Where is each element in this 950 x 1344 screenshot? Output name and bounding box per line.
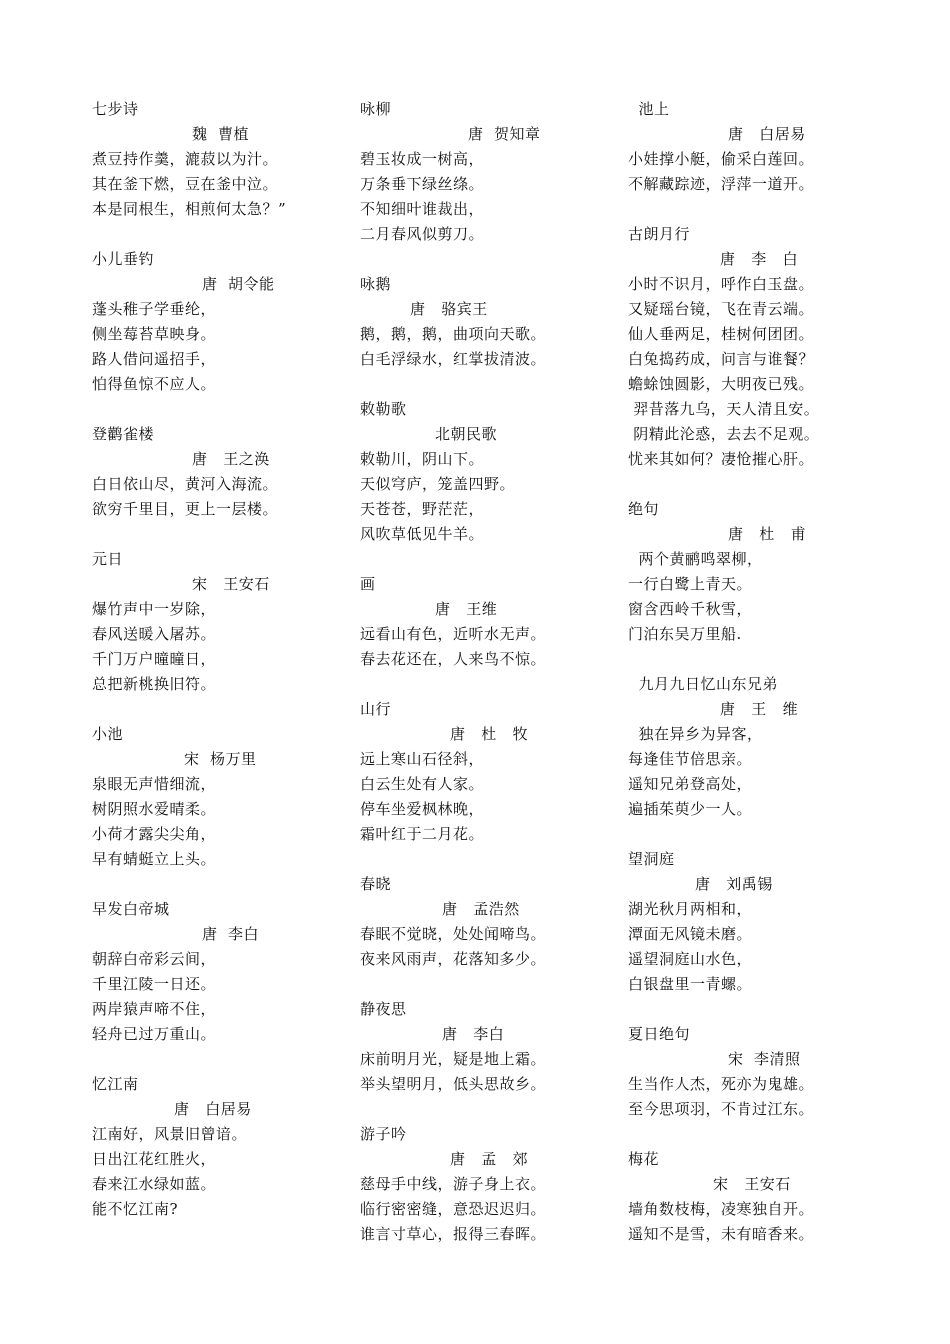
poem-line: 床前明月光，疑是地上霜。 bbox=[360, 1050, 547, 1068]
poem-line: 两个黄鹂鸣翠柳， bbox=[628, 550, 763, 568]
poem-line: 其在釜下燃，豆在釜中泣。 bbox=[92, 175, 279, 193]
poem bbox=[628, 222, 878, 472]
poem-title: 绝句 bbox=[628, 500, 660, 518]
poem-line: 湖光秋月两相和， bbox=[628, 900, 753, 918]
poem-author: 唐 王维 bbox=[435, 600, 498, 618]
poem-spacer bbox=[628, 472, 878, 497]
poem-title: 古朗月行 bbox=[628, 225, 691, 243]
poem-line: 生当作人杰，死亦为鬼雄。 bbox=[628, 1075, 815, 1093]
poem-line: 遥知不是雪，未有暗香来。 bbox=[628, 1225, 815, 1243]
poem-title: 游子吟 bbox=[360, 1125, 407, 1143]
poem-title: 春晓 bbox=[360, 875, 392, 893]
poem-author: 唐 白居易 bbox=[174, 1100, 252, 1118]
poem bbox=[628, 847, 878, 997]
poem-author: 唐 杜 牧 bbox=[450, 725, 529, 743]
poem bbox=[92, 722, 342, 872]
poem-line: 仙人垂两足，桂树何团团。 bbox=[628, 325, 815, 343]
poem bbox=[360, 97, 610, 247]
poem-line: 敕勒川，阴山下。 bbox=[360, 450, 485, 468]
poem-line: 远看山有色，近听水无声。 bbox=[360, 625, 547, 643]
poem-author: 唐 白居易 bbox=[728, 125, 806, 143]
poem-line: 朝辞白帝彩云间， bbox=[92, 950, 217, 968]
poem-line: 天似穹庐，笼盖四野。 bbox=[360, 475, 516, 493]
poem-author: 唐 骆宾王 bbox=[410, 300, 488, 318]
poem-line: 春风送暖入屠苏。 bbox=[92, 625, 217, 643]
poem-spacer bbox=[628, 647, 878, 672]
poem-line: 霜叶红于二月花。 bbox=[360, 825, 485, 843]
poem-spacer bbox=[360, 847, 610, 872]
poem-line: 蟾蜍蚀圆影，大明夜已残。 bbox=[628, 375, 815, 393]
poem-spacer bbox=[360, 372, 610, 397]
poem-line: 白兔捣药成，问言与谁餐？ bbox=[628, 350, 815, 368]
poem-spacer bbox=[360, 972, 610, 997]
poem bbox=[92, 547, 342, 697]
poem-author: 魏 曹植 bbox=[192, 125, 250, 143]
poem-spacer bbox=[360, 547, 610, 572]
poem-title: 望洞庭 bbox=[628, 850, 675, 868]
poem-line: 羿昔落九乌，天人清且安。 bbox=[628, 400, 820, 418]
poem-line: 停车坐爱枫林晚， bbox=[360, 800, 485, 818]
poem-line: 独在异乡为异客， bbox=[628, 725, 763, 743]
poem-line: 侧坐莓苔草映身。 bbox=[92, 325, 217, 343]
poem-spacer bbox=[92, 872, 342, 897]
poem-line: 总把新桃换旧符。 bbox=[92, 675, 217, 693]
poem-title: 九月九日忆山东兄弟 bbox=[628, 675, 779, 693]
poem-line: 本是同根生，相煎何太急？” bbox=[92, 200, 287, 218]
poem bbox=[92, 897, 342, 1047]
poem-line: 临行密密缝，意恐迟迟归。 bbox=[360, 1200, 547, 1218]
poem-line: 潭面无风镜未磨。 bbox=[628, 925, 753, 943]
poem-spacer bbox=[360, 672, 610, 697]
poem-title: 小儿垂钓 bbox=[92, 250, 155, 268]
poem-author: 宋 杨万里 bbox=[184, 750, 257, 768]
poem-author: 唐 李白 bbox=[442, 1025, 505, 1043]
poem-line: 煮豆持作羹，漉菽以为汁。 bbox=[92, 150, 279, 168]
poem-line: 二月春风似剪刀。 bbox=[360, 225, 485, 243]
poem-line: 墙角数枝梅，凌寒独自开。 bbox=[628, 1200, 815, 1218]
poem-author: 唐 李白 bbox=[202, 925, 260, 943]
poem-author: 唐 王 维 bbox=[720, 700, 799, 718]
poem-spacer bbox=[360, 1097, 610, 1122]
poem-title: 池上 bbox=[628, 100, 670, 118]
poem-spacer bbox=[92, 222, 342, 247]
poem-line: 每逢佳节倍思亲。 bbox=[628, 750, 753, 768]
poem-line: 万条垂下绿丝绦。 bbox=[360, 175, 485, 193]
poem-author: 唐 孟浩然 bbox=[442, 900, 520, 918]
poem-title: 忆江南 bbox=[92, 1075, 139, 1093]
poem-line: 不知细叶谁裁出， bbox=[360, 200, 485, 218]
poem-line: 鹅，鹅，鹅，曲项向天歌。 bbox=[360, 325, 547, 343]
poem-title: 敕勒歌 bbox=[360, 400, 407, 418]
poem-spacer bbox=[360, 247, 610, 272]
poem-spacer bbox=[92, 1047, 342, 1072]
poem-title: 山行 bbox=[360, 700, 392, 718]
poem-author: 宋 王安石 bbox=[192, 575, 270, 593]
poem bbox=[92, 422, 342, 522]
poem bbox=[92, 97, 342, 222]
poem-line: 谁言寸草心，报得三春晖。 bbox=[360, 1225, 547, 1243]
poem-title: 七步诗 bbox=[92, 100, 139, 118]
poem-line: 春去花还在，人来鸟不惊。 bbox=[360, 650, 547, 668]
poem-line: 爆竹声中一岁除， bbox=[92, 600, 217, 618]
poem-line: 蓬头稚子学垂纶， bbox=[92, 300, 217, 318]
poem-author: 北朝民歌 bbox=[435, 425, 498, 443]
poem-line: 夜来风雨声，花落知多少。 bbox=[360, 950, 547, 968]
poem bbox=[360, 572, 610, 672]
poem-line: 轻舟已过万重山。 bbox=[92, 1025, 217, 1043]
poem-title: 小池 bbox=[92, 725, 124, 743]
poem-line: 不解藏踪迹，浮萍一道开。 bbox=[628, 175, 815, 193]
poem-line: 树阴照水爱晴柔。 bbox=[92, 800, 217, 818]
poem-column-2 bbox=[360, 97, 610, 1247]
poem-author: 唐 杜 甫 bbox=[728, 525, 807, 543]
poem-line: 白毛浮绿水，红掌拔清波。 bbox=[360, 350, 547, 368]
poem-author: 宋 李清照 bbox=[728, 1050, 801, 1068]
poem-spacer bbox=[92, 397, 342, 422]
poem-line: 江南好，风景旧曾谙。 bbox=[92, 1125, 248, 1143]
poem bbox=[92, 247, 342, 397]
poem-title: 夏日绝句 bbox=[628, 1025, 691, 1043]
poem bbox=[360, 872, 610, 972]
poem-line: 至今思项羽，不肯过江东。 bbox=[628, 1100, 815, 1118]
poem-line: 远上寒山石径斜， bbox=[360, 750, 485, 768]
poem-line: 风吹草低见牛羊。 bbox=[360, 525, 485, 543]
poem-line: 欲穷千里目，更上一层楼。 bbox=[92, 500, 279, 518]
poem-line: 千里江陵一日还。 bbox=[92, 975, 217, 993]
poem-line: 白银盘里一青螺。 bbox=[628, 975, 753, 993]
poem-title: 早发白帝城 bbox=[92, 900, 170, 918]
poem-line: 小荷才露尖尖角， bbox=[92, 825, 217, 843]
poem bbox=[360, 397, 610, 547]
poem-title: 画 bbox=[360, 575, 376, 593]
poem-author: 宋 王安石 bbox=[713, 1175, 791, 1193]
poem-author: 唐 胡令能 bbox=[202, 275, 275, 293]
poem-line: 遥知兄弟登高处， bbox=[628, 775, 753, 793]
poem-author: 唐 孟 郊 bbox=[450, 1150, 529, 1168]
poem-title: 静夜思 bbox=[360, 1000, 407, 1018]
poem-spacer bbox=[628, 822, 878, 847]
poem-line: 天苍苍，野茫茫， bbox=[360, 500, 485, 518]
poem-author: 唐 王之涣 bbox=[192, 450, 270, 468]
poem bbox=[92, 1072, 342, 1222]
poem bbox=[360, 272, 610, 372]
poem-line: 窗含西岭千秋雪， bbox=[628, 600, 753, 618]
poem-line: 慈母手中线，游子身上衣。 bbox=[360, 1175, 547, 1193]
poem-line: 怕得鱼惊不应人。 bbox=[92, 375, 217, 393]
poem bbox=[628, 672, 878, 822]
poem-line: 白云生处有人家。 bbox=[360, 775, 485, 793]
poem bbox=[628, 97, 878, 197]
poem-spacer bbox=[92, 697, 342, 722]
poem-line: 路人借问遥招手， bbox=[92, 350, 217, 368]
poem-title: 咏柳 bbox=[360, 100, 392, 118]
poem-author: 唐 刘禹锡 bbox=[695, 875, 773, 893]
poem-spacer bbox=[628, 997, 878, 1022]
poem-line: 日出江花红胜火， bbox=[92, 1150, 217, 1168]
poem-title: 登鹳雀楼 bbox=[92, 425, 155, 443]
poem-title: 咏鹅 bbox=[360, 275, 392, 293]
poem-line: 两岸猿声啼不住， bbox=[92, 1000, 217, 1018]
poem-line: 能不忆江南? bbox=[92, 1200, 179, 1218]
poem-line: 阴精此沦惑，去去不足观。 bbox=[628, 425, 820, 443]
poem-line: 千门万户曈曈日， bbox=[92, 650, 217, 668]
poem-line: 又疑瑶台镜，飞在青云端。 bbox=[628, 300, 815, 318]
poem-line: 碧玉妆成一树高， bbox=[360, 150, 485, 168]
poem-author: 唐 李 白 bbox=[720, 250, 799, 268]
poem-line: 早有蜻蜓立上头。 bbox=[92, 850, 217, 868]
poem bbox=[628, 497, 878, 647]
poem-line: 举头望明月，低头思故乡。 bbox=[360, 1075, 547, 1093]
poem bbox=[360, 697, 610, 847]
poem-line: 一行白鹭上青天。 bbox=[628, 575, 753, 593]
poem-line: 春眠不觉晓，处处闻啼鸟。 bbox=[360, 925, 547, 943]
poem-line: 忧来其如何？凄怆摧心肝。 bbox=[628, 450, 815, 468]
poem-line: 泉眼无声惜细流， bbox=[92, 775, 217, 793]
poem-spacer bbox=[628, 197, 878, 222]
poem-line: 门泊东吴万里船. bbox=[628, 625, 742, 643]
poem-title: 元日 bbox=[92, 550, 124, 568]
poem-title: 梅花 bbox=[628, 1150, 660, 1168]
poem-line: 小时不识月，呼作白玉盘。 bbox=[628, 275, 815, 293]
poem-line: 春来江水绿如蓝。 bbox=[92, 1175, 217, 1193]
poem-author: 唐 贺知章 bbox=[468, 125, 541, 143]
poem-line: 白日依山尽，黄河入海流。 bbox=[92, 475, 279, 493]
poem-line: 遍插茱萸少一人。 bbox=[628, 800, 753, 818]
poem-line: 小娃撑小艇，偷采白莲回。 bbox=[628, 150, 815, 168]
poem bbox=[628, 1022, 878, 1122]
poem bbox=[628, 1147, 878, 1247]
poem bbox=[360, 1122, 610, 1247]
poem bbox=[360, 997, 610, 1097]
poem-column-3 bbox=[628, 97, 878, 1247]
poem-column-1 bbox=[92, 97, 342, 1222]
poem-spacer bbox=[628, 1122, 878, 1147]
poem-line: 遥望洞庭山水色， bbox=[628, 950, 753, 968]
poem-spacer bbox=[92, 522, 342, 547]
